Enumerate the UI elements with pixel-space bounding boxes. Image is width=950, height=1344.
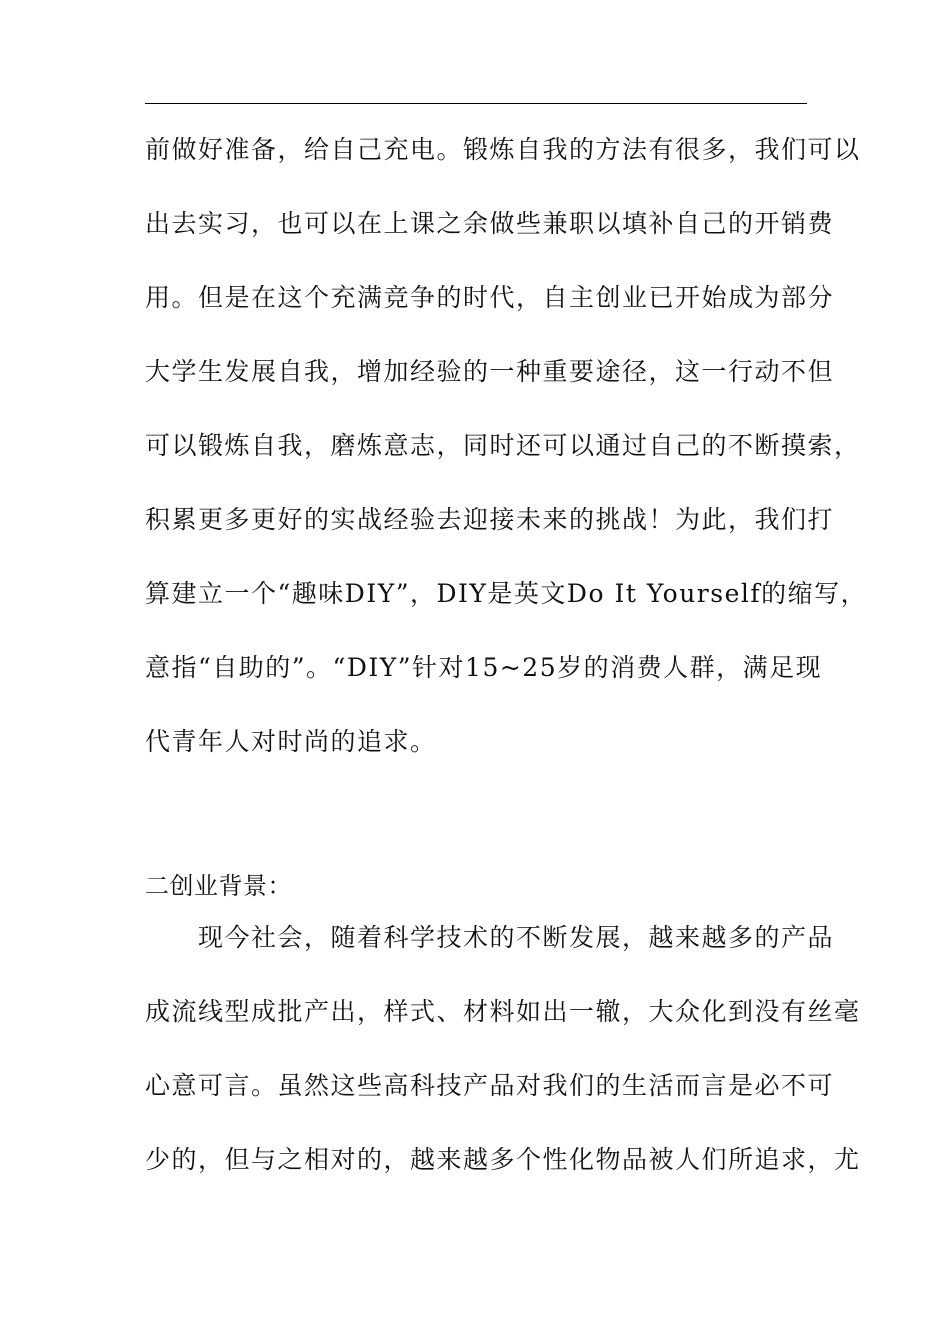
paragraph-line: 出去实习，也可以在上课之余做些兼职以填补自己的开销费 <box>145 209 835 238</box>
section-heading: 二创业背景： <box>145 872 292 900</box>
paragraph-line: 前做好准备，给自己充电。锻炼自我的方法有很多，我们可以 <box>145 135 861 164</box>
paragraph-line: 现今社会，随着科学技术的不断发展，越来越多的产品 <box>145 923 835 952</box>
paragraph-line: 大学生发展自我，增加经验的一种重要途径，这一行动不但 <box>145 357 835 386</box>
paragraph-line: 用。但是在这个充满竞争的时代，自主创业已开始成为部分 <box>145 283 835 312</box>
paragraph-line: 可以锻炼自我，磨炼意志，同时还可以通过自己的不断摸索， <box>145 431 861 460</box>
header-rule <box>145 103 807 104</box>
paragraph-line: 成流线型成批产出，样式、材料如出一辙，大众化到没有丝毫 <box>145 997 861 1026</box>
paragraph-line: 意指“自助的”。“DIY”针对15~25岁的消费人群，满足现 <box>145 653 823 682</box>
paragraph-line: 少的，但与之相对的，越来越多个性化物品被人们所追求，尤 <box>145 1145 861 1174</box>
paragraph-line: 积累更多更好的实战经验去迎接未来的挑战！为此，我们打 <box>145 505 835 534</box>
paragraph-line: 算建立一个“趣味DIY”，DIY是英文Do It Yourself的缩写， <box>145 579 868 608</box>
paragraph-line: 心意可言。虽然这些高科技产品对我们的生活而言是必不可 <box>145 1071 835 1100</box>
paragraph-line: 代青年人对时尚的追求。 <box>145 727 437 756</box>
